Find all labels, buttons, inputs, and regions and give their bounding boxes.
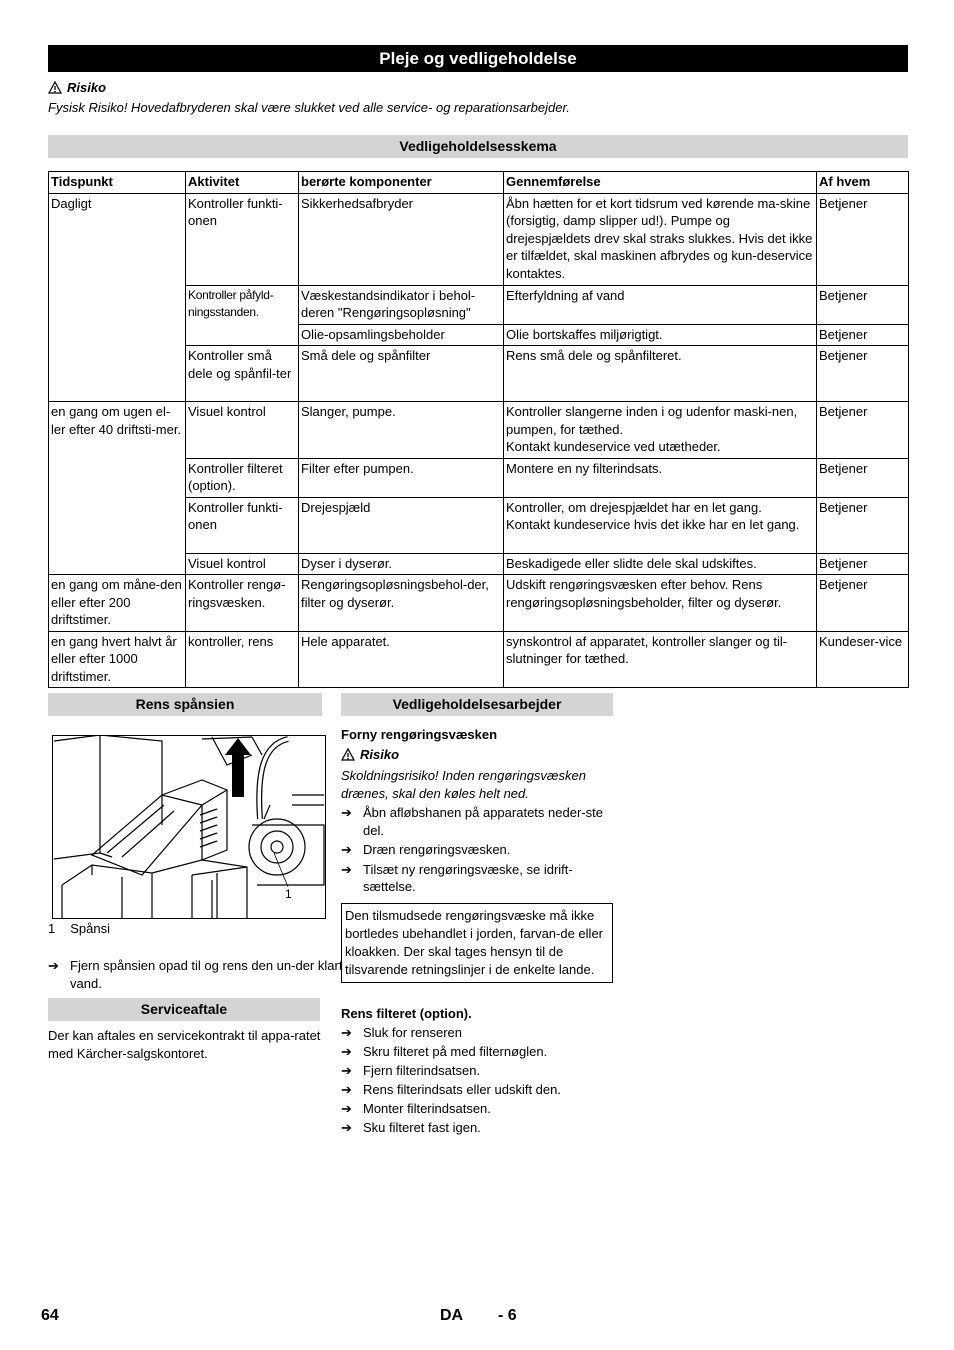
arrow-right-icon: ➔ [341, 1101, 352, 1117]
component-cell: Dyser i dyserør. [299, 553, 504, 575]
table-row [49, 575, 909, 632]
component-cell: Rengøringsopløsningsbehol-der, filter og dyserør. [299, 575, 504, 632]
forny-title: Forny rengøringsvæsken [341, 727, 498, 742]
col-header-time: Tidspunkt [49, 172, 186, 194]
procedure-cell: Åbn hætten for et kort tidsrum ved kørende ma-skine (forsigtig, damp slipper ud!). Pumpe og drejespjældets drev skal straks slukkes. Hvis det ikke er tilfældet, skal maskinen afbrydes og kun-deservice kontaktes. [504, 193, 817, 285]
by-cell: Betjener [817, 402, 909, 459]
list-item: ➔ Dræn rengøringsvæsken. [341, 842, 511, 857]
col-header-procedure: Gennemførelse [504, 172, 817, 194]
arrow-right-icon: ➔ [341, 861, 352, 877]
procedure-cell: Efterfyldning af vand [504, 285, 817, 324]
list-item: ➔ Sluk for renseren [341, 1025, 462, 1040]
list-item: ➔ Monter filterindsatsen. [341, 1101, 491, 1117]
by-cell: Betjener [817, 346, 909, 402]
col-header-components: berørte komponenter [299, 172, 504, 194]
sub-page-number: - 6 [498, 1307, 517, 1324]
vedligeholdelsesarbejder-heading: Vedligeholdelsesarbejder [341, 693, 613, 716]
time-cell: Dagligt [49, 193, 186, 402]
procedure-cell: Olie bortskaffes miljørigtigt. [504, 324, 817, 346]
serviceaftale-heading: Serviceaftale [48, 998, 320, 1021]
component-cell: Olie-opsamlingsbeholder [299, 324, 504, 346]
table-row [49, 631, 909, 688]
risk-label-row [48, 80, 106, 95]
activity-cell: kontroller, rens [186, 631, 299, 688]
activity-cell: Kontroller påfyld-ningsstanden. [186, 285, 299, 346]
figure-legend [48, 921, 110, 936]
activity-cell: Kontroller funkti-onen [186, 497, 299, 553]
figure-callout: 1 [285, 887, 292, 901]
procedure-cell: Kontroller, om drejespjældet har en let gang. Kontakt kundeservice hvis det ikke har en let gang. [504, 497, 817, 553]
page-title: Pleje og vedligeholdelse [48, 45, 908, 72]
table-header-row [49, 172, 909, 194]
component-cell: Slanger, pumpe. [299, 402, 504, 459]
procedure-cell: Kontroller slangerne inden i og udenfor maski-nen, pumpen, for tæthed. Kontakt kundeservice ved utætheder. [504, 402, 817, 459]
arrow-right-icon: ➔ [341, 1082, 352, 1098]
by-cell: Betjener [817, 324, 909, 346]
schedule-heading: Vedligeholdelsesskema [48, 135, 908, 158]
component-cell: Drejespjæld [299, 497, 504, 553]
filter-steps [341, 1024, 617, 1137]
table-row [49, 402, 909, 459]
risk-text: Fysisk Risiko! Hovedafbryderen skal være slukket ved alle service- og reparationsarbejder. [48, 100, 570, 115]
component-cell: Hele apparatet. [299, 631, 504, 688]
arrow-right-icon: ➔ [341, 842, 352, 857]
arrow-right-icon: ➔ [341, 1025, 352, 1040]
list-item: ➔ Rens filterindsats eller udskift den. [341, 1082, 561, 1098]
forny-steps [341, 804, 617, 896]
col-header-activity: Aktivitet [186, 172, 299, 194]
warning-icon [341, 748, 355, 761]
list-item: ➔ Sku filteret fast igen. [341, 1120, 481, 1136]
activity-cell: Kontroller rengø-ringsvæsken. [186, 575, 299, 632]
risk-label: Risiko [360, 747, 400, 762]
component-cell: Sikkerhedsafbryder [299, 193, 504, 285]
by-cell: Betjener [817, 193, 909, 285]
procedure-cell: Beskadigede eller slidte dele skal udskiftes. [504, 553, 817, 575]
col-header-by: Af hvem [817, 172, 909, 194]
procedure-cell: Udskift rengøringsvæsken efter behov. Rens rengøringsopløsningsbeholder, filter og dyserør. [504, 575, 817, 632]
rens-spansien-heading: Rens spånsien [48, 693, 322, 716]
activity-cell: Kontroller små dele og spånfil-ter [186, 346, 299, 402]
arrow-right-icon: ➔ [341, 1063, 352, 1079]
procedure-cell: synskontrol af apparatet, kontroller slanger og til-slutninger for tæthed. [504, 631, 817, 688]
activity-cell: Kontroller filteret (option). [186, 458, 299, 497]
legend-number: 1 [48, 921, 56, 936]
component-cell: Væskestandsindikator i behol-deren "Rengøringsopløsning" [299, 285, 504, 324]
time-cell: en gang om ugen el-ler efter 40 driftsti-mer. [49, 402, 186, 575]
language-code: DA [440, 1307, 464, 1324]
arrow-right-icon: ➔ [341, 805, 352, 820]
arrow-right-icon: ➔ [48, 958, 59, 973]
procedure-cell: Montere en ny filterindsats. [504, 458, 817, 497]
table-row [49, 193, 909, 285]
risk-label: Risiko [67, 80, 107, 95]
rens-step: ➔ Fjern spånsien opad til og rens den un-der klart vand. [48, 958, 343, 991]
arrow-right-icon: ➔ [341, 1120, 352, 1136]
activity-cell: Visuel kontrol [186, 402, 299, 459]
activity-cell: Visuel kontrol [186, 553, 299, 575]
list-item: ➔ Skru filteret på med filternøglen. [341, 1044, 548, 1060]
by-cell: Kundeser-vice [817, 631, 909, 688]
by-cell: Betjener [817, 458, 909, 497]
by-cell: Betjener [817, 285, 909, 324]
by-cell: Betjener [817, 497, 909, 553]
serviceaftale-text: Der kan aftales en servicekontrakt til appa-ratet med Kärcher-salgskontoret. [48, 1028, 321, 1061]
component-cell: Små dele og spånfilter [299, 346, 504, 402]
environment-note-box: Den tilsmudsede rengøringsvæske må ikke bortledes ubehandlet i jorden, farvan-de eller kloakken. Der skal tages hensyn til de tilsvarende retningslinjer i de enkelte lande. [341, 903, 613, 983]
arrow-right-icon: ➔ [341, 1044, 352, 1060]
by-cell: Betjener [817, 575, 909, 632]
filter-title: Rens filteret (option). [341, 1006, 472, 1021]
activity-cell: Kontroller funkti-onen [186, 193, 299, 285]
skoldning-risk-text: Skoldningsrisiko! Inden rengøringsvæsken drænes, skal den køles helt ned. [341, 768, 586, 801]
figure-sieve [52, 735, 326, 919]
legend-text: Spånsi [70, 921, 110, 936]
list-item: ➔ Fjern filterindsatsen. [341, 1063, 481, 1079]
page-number: 64 [41, 1307, 59, 1324]
procedure-cell: Rens små dele og spånfilteret. [504, 346, 817, 402]
maintenance-schedule-table [48, 171, 909, 688]
sieve-illustration [52, 735, 326, 919]
time-cell: en gang om måne-den eller efter 200 driftstimer. [49, 575, 186, 632]
by-cell: Betjener [817, 553, 909, 575]
list-item: ➔ Åbn afløbshanen på apparatets neder-ste del. [341, 805, 603, 838]
risk-label-row-2 [341, 747, 399, 762]
warning-icon [48, 81, 62, 94]
list-item: ➔ Tilsæt ny rengøringsvæske, se idrift-sættelse. [341, 861, 573, 894]
component-cell: Filter efter pumpen. [299, 458, 504, 497]
time-cell: en gang hvert halvt år eller efter 1000 driftstimer. [49, 631, 186, 688]
